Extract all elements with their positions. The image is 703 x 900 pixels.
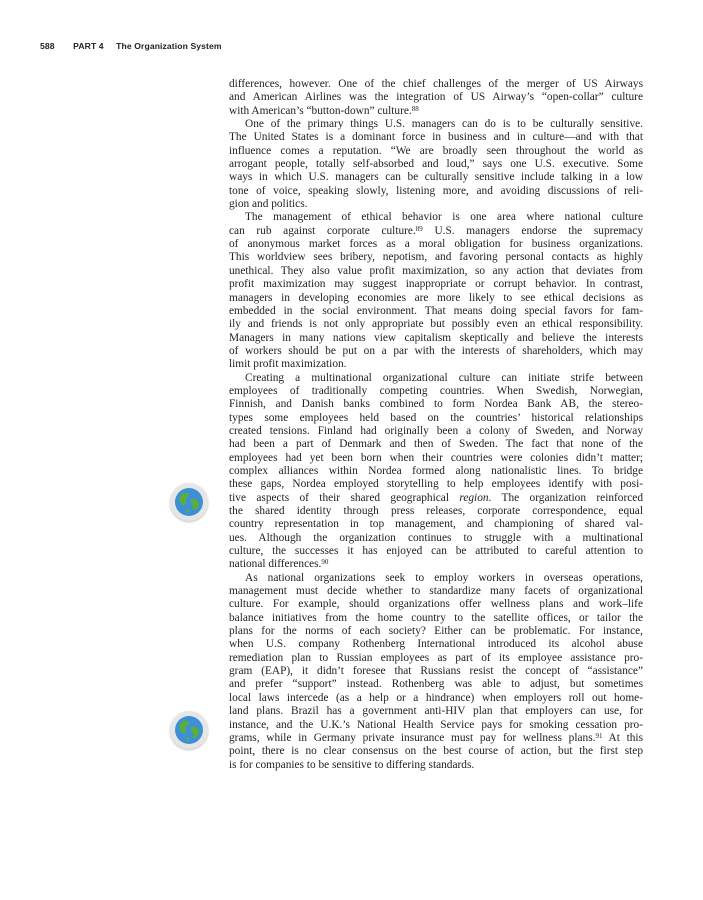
text-line: influence comes a reputation. “We are broadly seen throughout the world as xyxy=(229,144,643,157)
footnote-ref: 89 xyxy=(415,224,423,233)
italic-term: region xyxy=(459,491,489,504)
text-line xyxy=(229,492,643,505)
text-line: ways in which U.S. managers can be culturally sensitive include talking in a low xyxy=(229,171,643,184)
text-line: arrogant people, totally self-absorbed and loud,” says one U.S. executive. Some xyxy=(229,158,643,171)
running-header xyxy=(40,41,222,51)
text-line: The United States is a dominant force in business and in culture—and with that xyxy=(229,131,643,144)
paragraph xyxy=(229,572,643,772)
text-line: complex alliances within Nordea formed along nationalistic lines. To bridge xyxy=(229,464,643,477)
text-line: differences, however. One of the chief challenges of the merger of US Airways xyxy=(229,78,643,90)
text-line: employees of traditionally competing countries. When Swedish, Norwegian, xyxy=(229,384,643,397)
footnote-ref: 90 xyxy=(321,558,329,567)
page-number: 588 xyxy=(40,41,55,51)
text-line: local laws intercede (as a help or a hindrance) when employers roll out home- xyxy=(229,691,643,704)
text-line: gram (EAP), it didn’t foresee that Russians resist the concept of “assistance” xyxy=(229,665,643,678)
footnote-ref: 88 xyxy=(411,104,419,113)
text-line: One of the primary things U.S. managers can do is to be culturally sensitive. xyxy=(245,118,643,131)
line-text: tive aspects of their shared geographical xyxy=(229,491,460,504)
paragraph xyxy=(229,372,643,572)
text-line: gion and politics. xyxy=(229,198,308,211)
text-line: ily and friends is not only appropriate but possibly even an ethical responsibility. xyxy=(229,318,643,331)
paragraph xyxy=(229,78,643,118)
line-text: grams, while in Germany private insurance must pay for wellness plans. xyxy=(229,731,596,744)
text-line: tone of voice, speaking slowly, listening more, and avoiding discussions of reli- xyxy=(229,184,643,197)
text-line: balance initiatives from the home country to the satellite offices, or tailor the xyxy=(229,611,643,624)
text-line: culture, the successes it has enjoyed can be attributed to careful attention to xyxy=(229,545,643,558)
text-line: when U.S. company Rothenberg International introduced its alcohol abuse xyxy=(229,638,643,651)
text-line: Finnish, and Danish banks combined to form Nordea Bank AB, the stereo- xyxy=(229,398,643,411)
text-line xyxy=(229,105,643,118)
text-line: is for companies to be sensitive to differing standards. xyxy=(229,758,475,771)
text-line: remediation plan to Russian employees as part of its employee assistance pro- xyxy=(229,651,643,664)
text-line: Managers in many nations view capitalism skeptically and believe the interests xyxy=(229,331,643,344)
text-line: management must decide whether to standardize many facets of organizational xyxy=(229,585,643,598)
line-text: with American’s “button-down” culture. xyxy=(229,104,412,117)
text-line: instance, and the U.K.’s National Health Service pays for smoking cessation pro- xyxy=(229,718,643,731)
text-line: profit maximization may suggest inappropriate or corrupt behavior. In contrast, xyxy=(229,278,643,291)
line-text: . The organization reinforced xyxy=(488,491,643,504)
text-line: plans for the norms of each society? Either can be problematic. For instance, xyxy=(229,625,643,638)
text-line: created tensions. Finland had originally been a colony of Sweden, and Norway xyxy=(229,424,643,437)
text-line: The management of ethical behavior is one area where national culture xyxy=(245,211,643,224)
text-line: of workers should be put on a par with the interests of shareholders, which may xyxy=(229,344,643,357)
text-line: these gaps, Nordea employed storytelling to help employees identify with posi- xyxy=(229,478,643,491)
text-line xyxy=(229,558,643,571)
text-line: types some employees held based on the countries’ historical relationships xyxy=(229,411,643,424)
paragraph xyxy=(229,211,643,371)
body-text xyxy=(229,78,643,772)
text-line: As national organizations seek to employ workers in overseas operations, xyxy=(245,571,643,584)
text-line: ues. Although the organization continues to struggle with a multinational xyxy=(229,531,643,544)
line-text: At this xyxy=(602,731,643,744)
text-line: culture. For example, should organizations offer wellness plans and work–life xyxy=(229,598,643,611)
text-line: and prefer “support” instead. Rothenberg was able to adjust, but sometimes xyxy=(229,678,643,691)
text-line: unethical. They also value profit maximization, so any action that deviates from xyxy=(229,264,643,277)
text-line: land plans. Brazil has a government anti-HIV plan that employers can use, for xyxy=(229,705,643,718)
text-line: country representation in top management, and championing of shared val- xyxy=(229,518,643,531)
text-line: embedded in the social environment. That means doing special favors for fam- xyxy=(229,304,643,317)
text-line: of anonymous market forces as a moral obligation for business organizations. xyxy=(229,238,643,251)
text-line: point, there is no clear consensus on the best course of action, but the first step xyxy=(229,745,643,758)
text-line: and American Airlines was the integration of US Airway’s “open-collar” culture xyxy=(229,91,643,104)
globe-icon xyxy=(170,483,208,521)
text-line: This worldview sees bribery, nepotism, and favoring personal contacts as highly xyxy=(229,251,643,264)
text-line: had been a part of Denmark and then of Sweden. The fact that none of the xyxy=(229,438,643,451)
text-line: managers in developing economies are more likely to see ethical decisions as xyxy=(229,291,643,304)
paragraph xyxy=(229,118,643,211)
footnote-ref: 91 xyxy=(595,731,603,740)
text-line: employees had yet been born when their countries were colonies didn’t matter; xyxy=(229,451,643,464)
part-label: PART 4 xyxy=(73,41,104,51)
text-line: Creating a multinational organizational culture can initiate strife between xyxy=(245,371,643,384)
part-title: The Organization System xyxy=(116,41,222,51)
text-line xyxy=(229,732,643,745)
text-line: limit profit maximization. xyxy=(229,358,347,371)
text-line xyxy=(229,225,643,238)
text-line: the shared identity through press releases, corporate correspondence, equal xyxy=(229,505,643,517)
line-text: U.S. managers endorse the supremacy xyxy=(422,224,643,237)
globe-icon xyxy=(170,711,208,749)
line-text: national differences. xyxy=(229,558,322,571)
line-text: can rub against corporate culture. xyxy=(229,224,416,237)
